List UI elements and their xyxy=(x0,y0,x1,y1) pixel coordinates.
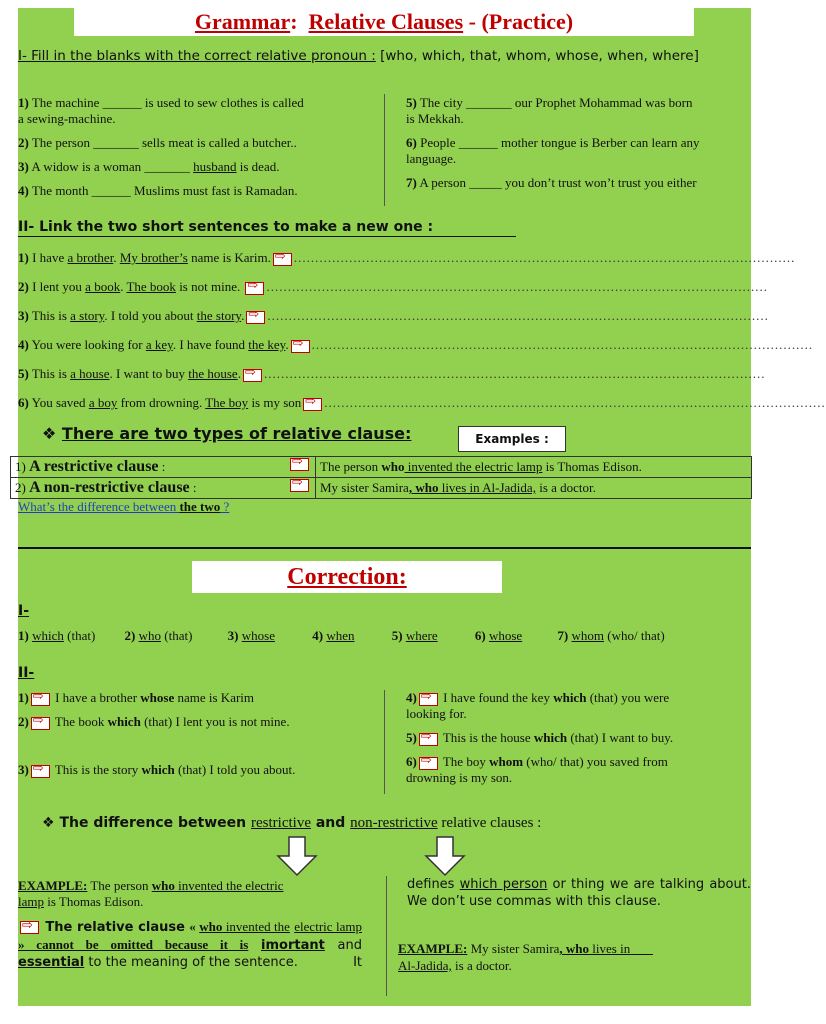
correction-title: Correction: xyxy=(287,564,407,590)
table-row xyxy=(11,478,752,499)
answer-dots: ...................................................................................................................... xyxy=(266,279,768,294)
correction-left-list xyxy=(18,690,378,778)
nonrestrictive-example: EXAMPLE: My sister Samira, who lives in Al-Jadida, is a doctor. xyxy=(398,941,631,973)
part1-divider xyxy=(384,94,385,206)
answer-2: 2) who (that) xyxy=(124,628,193,643)
restrictive-explanation xyxy=(18,878,362,971)
link-item-4: 4) You were looking for a key. I have found the key.⇨ ...................................................................................................................... xyxy=(18,337,813,353)
arrow-icon xyxy=(291,340,310,353)
type-cell: 1) A restrictive clause : ⇨ xyxy=(11,457,316,478)
page-title xyxy=(74,8,694,36)
answer-3: 3) whose xyxy=(227,628,275,643)
arrow-icon xyxy=(246,311,265,324)
arrow-icon xyxy=(31,765,50,778)
table-row xyxy=(11,457,752,478)
answer-7: 7) whom (who/ that) xyxy=(557,628,665,643)
arrow-icon xyxy=(419,757,438,770)
worksheet-page xyxy=(15,8,826,1006)
title-box xyxy=(74,8,694,36)
restrictive-continuation: defines which person or thing we are talking about. We don’t use commas with this clause. xyxy=(407,877,751,909)
part1-options: [who, which, that, whom, whose, when, where] xyxy=(380,48,699,64)
title-topic: Relative Clauses xyxy=(308,9,464,34)
question-1: 1) The machine ______ is used to sew clothes is called a sewing-machine. xyxy=(18,95,304,126)
answer-4: 4) when xyxy=(312,628,355,643)
difference-question: What’s the difference between the two ? xyxy=(18,499,230,514)
link-item-5: 5) This is a house. I want to buy the house.⇨ ...................................................................................................................... xyxy=(18,366,765,382)
answer-dots: ...................................................................................................................... xyxy=(267,308,769,323)
link-item-3: 3) This is a story. I told you about the story.⇨ ...................................................................................................................... xyxy=(18,308,769,324)
answer-dots: ...................................................................................................................... xyxy=(263,366,766,381)
question-2: 2) The person _______ sells meat is called a butcher.. xyxy=(18,135,297,150)
answer-dots: ...................................................................................................................... xyxy=(293,250,796,265)
correction-item-1: 1)⇨ I have a brother whose name is Karim xyxy=(18,690,378,706)
arrow-icon xyxy=(273,253,292,266)
correction-item-2: 2)⇨ The book which (that) I lent you is not mine. xyxy=(18,714,378,730)
restrictive-example: EXAMPLE: The person who invented the electric lamp is Thomas Edison. xyxy=(18,878,284,909)
arrow-icon xyxy=(243,369,262,382)
answer-6: 6) whose xyxy=(474,628,523,643)
types-table xyxy=(10,456,752,499)
title-colon: : xyxy=(290,9,298,34)
example-cell: My sister Samira, who lives in Al-Jadida, is a doctor. xyxy=(316,478,752,499)
examples-label-box xyxy=(458,426,566,452)
question-5: 5) The city _______ our Prophet Mohammad was born is Mekkah. xyxy=(406,95,693,126)
title-practice: - (Practice) xyxy=(463,9,574,34)
examples-label: Examples : xyxy=(475,432,549,446)
link-item-1: 1) I have a brother. My brother’s name is Karim.⇨ ...................................................................................................................... xyxy=(18,250,795,266)
part1-left-list xyxy=(18,95,378,199)
bullet-diamond-icon: ❖ xyxy=(42,815,55,831)
arrow-icon xyxy=(245,282,264,295)
part1-right-list xyxy=(406,95,751,191)
arrow-icon xyxy=(20,921,39,934)
types-heading: ❖ There are two types of relative clause: xyxy=(42,424,412,443)
part1-title: I- Fill in the blanks with the correct relative pronoun : xyxy=(18,48,376,64)
restrictive-rule: ⇨ The relative clause « who invented the electric lamp » cannot be omitted because it is imortant and essential to the meaning of the sentence. It xyxy=(18,918,362,971)
bullet-diamond-icon: ❖ xyxy=(42,424,57,443)
down-arrow-right-icon xyxy=(424,836,466,876)
correction-item-5: 5)⇨ This is the house which (that) I want to buy. xyxy=(406,730,751,746)
arrow-icon xyxy=(419,693,438,706)
correction-part2-label: II- xyxy=(18,665,35,681)
correction-part1-label: I- xyxy=(18,603,30,619)
link-item-6: 6) You saved a boy from drowning. The boy is my son⇨ ...................................................................................................................... xyxy=(18,395,826,411)
question-7: 7) A person _____ you don’t trust won’t trust you either xyxy=(406,175,697,190)
correction-divider xyxy=(384,690,385,794)
type-cell: 2) A non-restrictive clause : ⇨ xyxy=(11,478,316,499)
answer-key-row xyxy=(18,628,751,644)
title-grammar: Grammar xyxy=(194,9,291,34)
arrow-icon xyxy=(31,693,50,706)
answer-5: 5) where xyxy=(391,628,438,643)
arrow-icon xyxy=(290,479,309,492)
part2-heading-underline xyxy=(18,236,516,237)
difference-divider xyxy=(386,876,387,996)
question-4: 4) The month ______ Muslims must fast is Ramadan. xyxy=(18,183,298,198)
link-item-2: 2) I lent you a book. The book is not mine. ⇨ ...................................................................................................................... xyxy=(18,279,768,295)
answer-1: 1) which (that) xyxy=(18,628,96,643)
part2-heading: II- Link the two short sentences to make a new one : xyxy=(18,219,434,235)
example-cell: The person who invented the electric lamp is Thomas Edison. xyxy=(316,457,752,478)
arrow-icon xyxy=(290,458,309,471)
arrow-icon xyxy=(303,398,322,411)
correction-item-4: 4)⇨ I have found the key which (that) you were looking for. xyxy=(406,690,751,722)
part1-heading xyxy=(18,48,738,65)
section-divider xyxy=(18,547,751,549)
down-arrow-left-icon xyxy=(276,836,318,876)
question-3: 3) A widow is a woman _______ husband is dead. xyxy=(18,159,280,174)
arrow-icon xyxy=(31,717,50,730)
correction-right-list xyxy=(406,690,751,786)
correction-item-6: 6)⇨ The boy whom (who/ that) you saved from drowning is my son. xyxy=(406,754,751,786)
difference-heading: ❖ The difference between restrictive and non-restrictive relative clauses : xyxy=(42,815,542,831)
question-6: 6) People ______ mother tongue is Berber can learn any language. xyxy=(406,135,700,166)
answer-dots: ...................................................................................................................... xyxy=(311,337,814,352)
arrow-icon xyxy=(419,733,438,746)
correction-title-box xyxy=(192,561,502,593)
correction-item-3: 3)⇨ This is the story which (that) I told you about. xyxy=(18,762,378,778)
answer-dots: ...................................................................................................................... xyxy=(324,395,826,410)
